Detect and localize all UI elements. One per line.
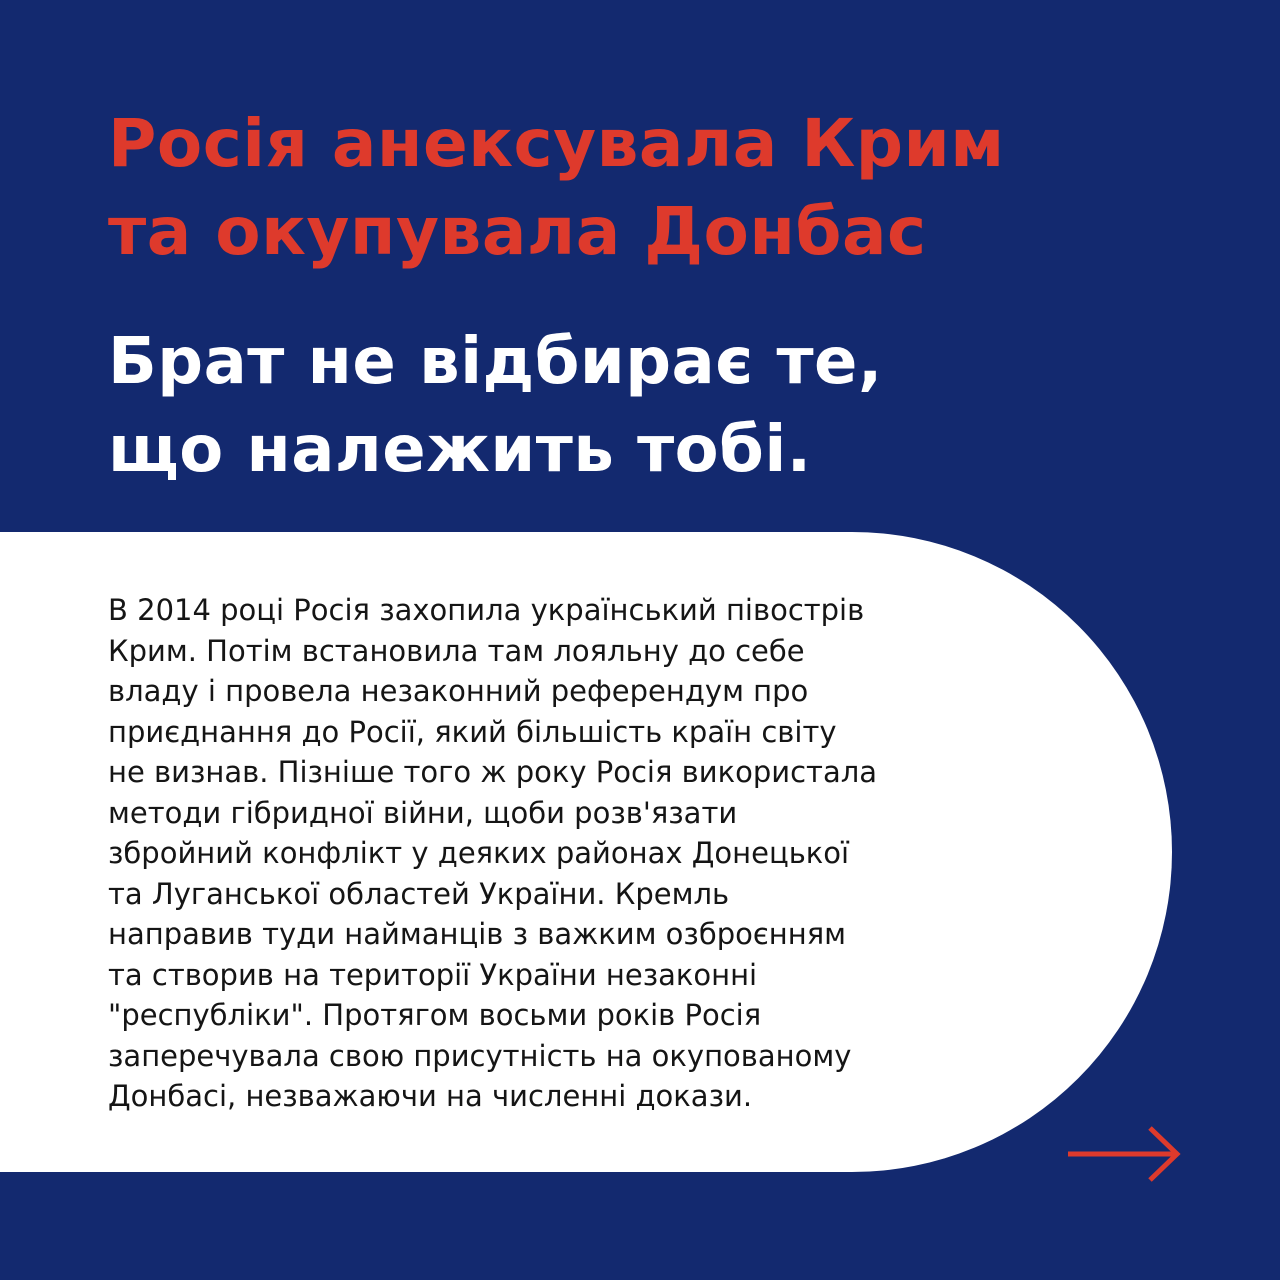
body-line: методи гібридної війни, щоби розв'язати: [108, 795, 738, 830]
body-text: [108, 590, 1068, 1117]
subheadline-line: Брат не відбирає те,: [108, 325, 883, 399]
body-line: заперечувала свою присутність на окупованому: [108, 1038, 852, 1073]
body-line: не визнав. Пізніше того ж року Росія використала: [108, 755, 878, 789]
body-line: та створив на території України незаконні: [108, 957, 758, 992]
body-line: збройний конфлікт у деяких районах Донецької: [108, 836, 850, 870]
body-line: Донбасі, незважаючи на численні докази.: [108, 1079, 753, 1113]
subheadline-line: що належить тобі.: [108, 413, 812, 487]
headline-line: Росія анексувала Крим: [108, 105, 1005, 182]
body-line: Крим. Потім встановила там лояльну до себе: [108, 633, 805, 668]
body-line: приєднання до Росії, який більшість країн світу: [108, 714, 837, 749]
headline-line: та окупувала Донбас: [108, 193, 927, 270]
body-line: направив туди найманців з важким озброєнням: [108, 917, 847, 951]
body-line: владу і провела незаконний референдум про: [108, 674, 809, 708]
body-line: та Луганської областей України. Кремль: [108, 876, 730, 911]
subheadline: [108, 318, 1208, 494]
body-line: В 2014 році Росія захопила український півострів: [108, 593, 865, 627]
headline: [108, 100, 1208, 276]
body-line: "республіки". Протягом восьми років Росія: [108, 998, 762, 1032]
arrow-right-icon[interactable]: [1066, 1124, 1184, 1184]
